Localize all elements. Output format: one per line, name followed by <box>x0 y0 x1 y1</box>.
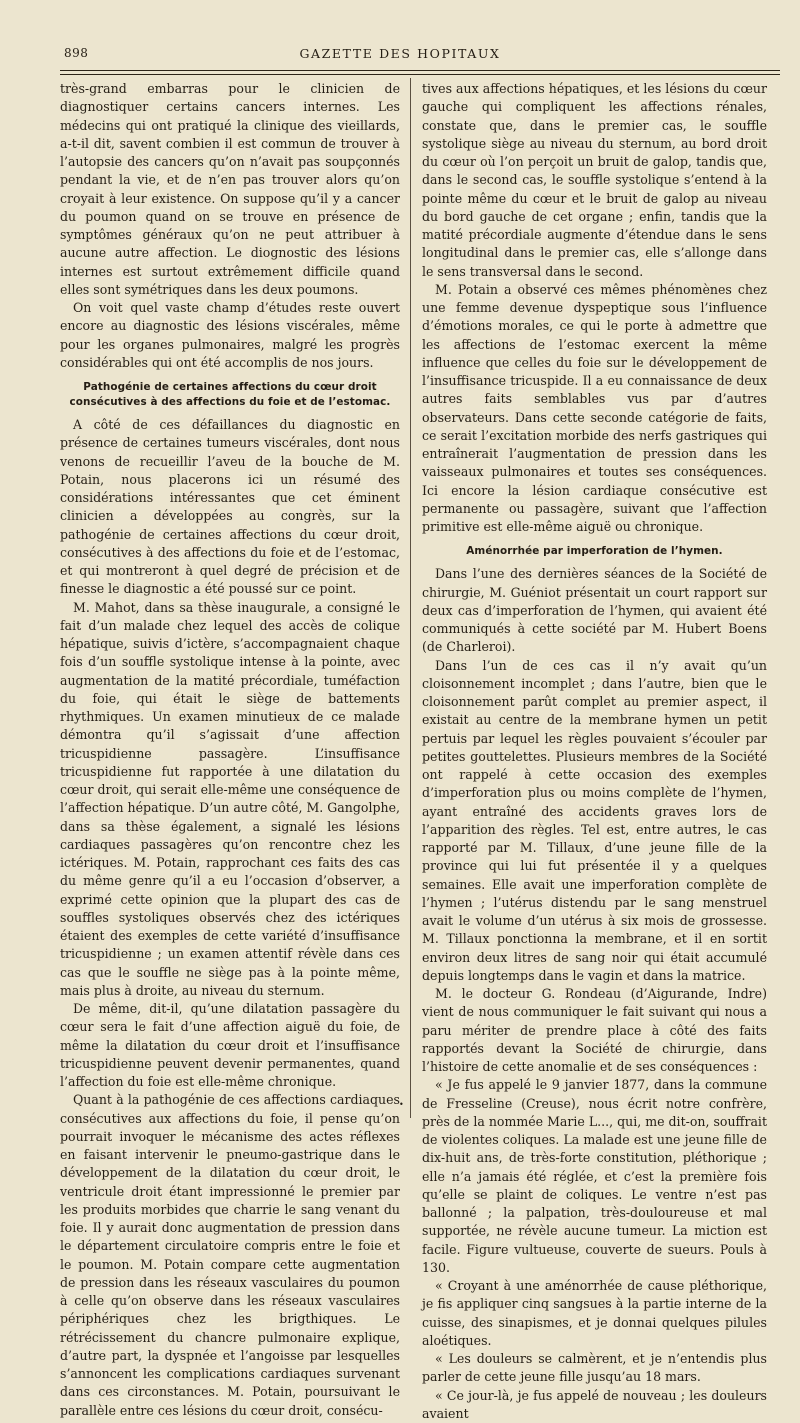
page-header <box>0 46 800 66</box>
print-mark: • <box>399 1100 404 1109</box>
header-rule <box>60 70 780 71</box>
header-rule-thin <box>60 74 780 75</box>
paragraph: M. le docteur G. Rondeau (d’Aigurande, Indre) vient de nous communiquer le fait suivant qui nous a paru mériter de prendre place à côté des faits rapportés devant la Société de chirurgie, dans l’histoire de cette anomalie et de ses conséquences : <box>422 985 767 1076</box>
paragraph: « Je fus appelé le 9 janvier 1877, dans la commune de Fresseline (Creuse), nous écrit notre confrère, près de la nommée Marie L..., qui, me dit-on, souffrait de violentes coliques. La malade est une jeune fille de dix-huit ans, de très-forte constitution, pléthorique ; elle n’a jamais été réglée, et c’est la première fois qu’elle se plaint de coliques. Le ventre n’est pas ballonné ; la palpation, très-douloureuse et mal supportée, ne révèle aucune tumeur. La miction est facile. Figure vultueuse, couverte de sueurs. Pouls à 130. <box>422 1076 767 1277</box>
paragraph: De même, dit-il, qu’une dilatation passagère du cœur sera le fait d’une affection aiguë du foie, de même la dilatation du cœur droit et l’insuffisance tricuspidienne peuvent devenir permanentes, quand l’affection du foie est elle-même chronique. <box>60 1000 400 1091</box>
paragraph: « Les douleurs se calmèrent, et je n’entendis plus parler de cette jeune fille jusqu’au 18 mars. <box>422 1350 767 1387</box>
section-heading: Pathogénie de certaines affections du cœur droit consécutives à des affections du foie et de l’estomac. <box>60 380 400 410</box>
paragraph: « Ce jour-là, je fus appelé de nouveau ; les douleurs avaient <box>422 1387 767 1423</box>
paragraph: A côté de ces défaillances du diagnostic en présence de certaines tumeurs viscérales, dont nous venons de recueillir l’aveu de la bouche de M. Potain, nous placerons ici un résumé des considérations intéressantes que cet éminent clinicien a développées au congrès, sur la pathogénie de certaines affections du cœur droit, consécutives à des affections du foie et de l’estomac, et qui montreront à quel degré de précision et de finesse le diagnostic a été poussé sur ce point. <box>60 416 400 599</box>
page-number: 898 <box>64 46 88 60</box>
section-heading: Aménorrhée par imperforation de l’hymen. <box>422 544 767 559</box>
column-divider <box>410 78 411 1118</box>
right-column <box>422 80 767 1423</box>
left-column <box>60 80 400 1420</box>
paragraph: Dans l’un de ces cas il n’y avait qu’un cloisonnement incomplet ; dans l’autre, bien que le cloisonnement parût complet au premier aspect, il existait au centre de la membrane hymen un petit pertuis par lequel les règles pouvaient s’écouler par petites gouttelettes. Plusieurs membres de la Société ont rappelé à cette occasion des exemples d’imperforation plus ou moins complète de l’hymen, ayant entraîné des accidents graves lors de l’apparition des règles. Tel est, entre autres, le cas rapporté par M. Tillaux, d’une jeune fille de la province qui lui fut présentée il y a quelques semaines. Elle avait une imperforation complète de l’hymen ; l’utérus distendu par le sang menstruel avait le volume d’un utérus à six mois de grossesse. M. Tillaux ponctionna la membrane, et il en sortit environ deux litres de sang noir qui était accumulé depuis longtemps dans le vagin et dans la matrice. <box>422 657 767 986</box>
paragraph: très-grand embarras pour le clinicien de diagnostiquer certains cancers internes. Les médecins qui ont pratiqué la clinique des vieillards, a-t-il dit, savent combien il est commun de trouver à l’autopsie des cancers qu’on n’avait pas soupçonnés pendant la vie, et de n’en pas trouver alors qu’on croyait à leur existence. On suppose qu’il y a cancer du poumon quand on se trouve en présence de symptômes généraux qu’on ne peut attribuer à aucune autre affection. Le diognostic des lésions internes est surtout extrêmement difficile quand elles sont symétriques dans les deux poumons. <box>60 80 400 299</box>
paragraph: Quant à la pathogénie de ces affections cardiaques consécutives aux affections du foie, il pense qu’on pourrait invoquer le mécanisme des actes réflexes en faisant intervenir le pneumo-gastrique dans le développement de la dilatation du cœur droit, le ventricule droit étant impressionné le premier par les produits morbides que charrie le sang venant du foie. Il y aurait donc augmentation de pression dans le département circulatoire compris entre le foie et le poumon. M. Potain compare cette augmentation de pression dans les réseaux vasculaires du poumon à celle qu’on observe dans les réseaux vasculaires périphériques chez les brigthiques. Le rétrécissement du chancre pulmonaire explique, d’autre part, la dyspnée et l’angoisse par lesquelles s’annoncent les complications cardiaques survenant dans ces circonstances. M. Potain, poursuivant le parallèle entre ces lésions du cœur droit, consécu- <box>60 1091 400 1420</box>
paragraph: tives aux affections hépatiques, et les lésions du cœur gauche qui compliquent les affections rénales, constate que, dans le premier cas, le souffle systolique siège au niveau du sternum, au bord droit du cœur où l’on perçoit un bruit de galop, tandis que, dans le second cas, le souffle systolique s’entend à la pointe même du cœur et le bruit de galop au niveau du bord gauche de cet organe ; enfin, tandis que la matité précordiale augmente d’étendue dans le sens longitudinal dans le premier cas, elle s’allonge dans le sens transversal dans le second. <box>422 80 767 281</box>
paragraph: M. Potain a observé ces mêmes phénomènes chez une femme devenue dyspeptique sous l’influence d’émotions morales, ce qui le porte à admettre que les affections de l’estomac exercent la même influence que celles du foie sur le développement de l’insuffisance tricuspide. Il a eu connaissance de deux autres faits semblables vus par d’autres observateurs. Dans cette seconde catégorie de faits, ce serait l’excitation morbide des nerfs gastriques qui entraînerait l’augmentation de pression dans les vaisseaux pulmonaires et toutes ses conséquences. Ici encore la lésion cardiaque consécutive est permanente ou passagère, suivant que l’affection primitive est elle-même aiguë ou chronique. <box>422 281 767 537</box>
paragraph: M. Mahot, dans sa thèse inaugurale, a consigné le fait d’un malade chez lequel des accès de colique hépatique, suivis d’ictère, s’accompagnaient chaque fois d’un souffle systolique intense à la pointe, avec augmentation de la matité précordiale, tuméfaction du foie, qui était le siège de battements rhythmiques. Un examen minutieux de ce malade démontra qu’il s’agissait d’une affection tricuspidienne passagère. L’insuffisance tricuspidienne fut rapportée à une dilatation du cœur droit, qui serait elle-même une conséquence de l’affection hépatique. D’un autre côté, M. Gangolphe, dans sa thèse également, a signalé les lésions cardiaques passagères qu’on rencontre chez les ictériques. M. Potain, rapprochant ces faits des cas du même genre qu’il a eu l’occasion d’observer, a exprimé cette opinion que la plupart des cas de souffles systoliques observés chez des ictériques étaient des exemples de cette variété d’insuffisance tricuspidienne ; un examen attentif révèle dans ces cas que le souffle ne siège pas à la pointe même, mais plus à droite, au niveau du sternum. <box>60 599 400 1001</box>
paragraph: Dans l’une des dernières séances de la Société de chirurgie, M. Guéniot présentait un court rapport sur deux cas d’imperforation de l’hymen, qui avaient été communiqués à cette société par M. Hubert Boens (de Charleroi). <box>422 565 767 656</box>
journal-title: GAZETTE DES HOPITAUX <box>0 46 800 61</box>
paragraph: On voit quel vaste champ d’études reste ouvert encore au diagnostic des lésions viscérales, même pour les organes pulmonaires, malgré les progrès considérables qui ont été accomplis de nos jours. <box>60 299 400 372</box>
paragraph: « Croyant à une aménorrhée de cause pléthorique, je fis appliquer cinq sangsues à la partie interne de la cuisse, des sinapismes, et je donnai quelques pilules aloétiques. <box>422 1277 767 1350</box>
